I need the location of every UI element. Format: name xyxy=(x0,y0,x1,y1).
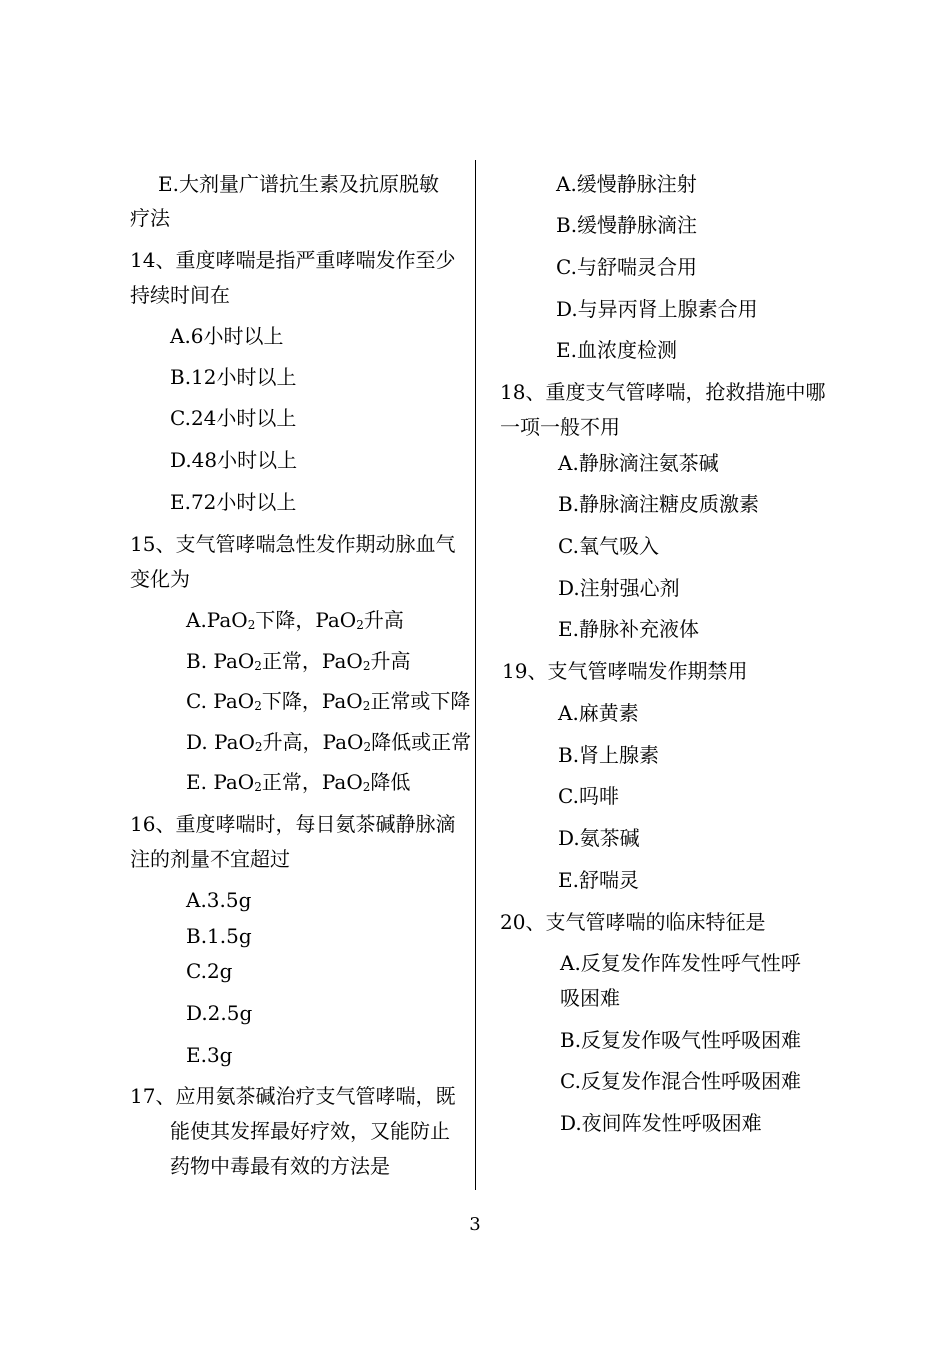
page-number: 3 xyxy=(469,1214,481,1235)
q17-option-d: D.与异丙肾上腺素合用 xyxy=(556,297,758,321)
q15-option-a: A.PaO$_2$下降，PaO$_2$升高 xyxy=(186,608,404,632)
q19-option-e: E.舒喘灵 xyxy=(558,868,639,892)
q13-option-e-line1: E.大剂量广谱抗生素及抗原脱敏 xyxy=(158,172,439,196)
column-divider xyxy=(475,160,476,1190)
q15-option-d: D. PaO$_2$升高，PaO$_2$降低或正常 xyxy=(186,730,472,754)
q19-option-d: D.氨茶碱 xyxy=(558,826,640,850)
q17-option-e: E.血浓度检测 xyxy=(556,338,677,362)
q16-option-e: E.3g xyxy=(186,1043,233,1067)
q14-option-c: C.24小时以上 xyxy=(170,406,297,430)
q20-option-d: D.夜间阵发性呼吸困难 xyxy=(560,1111,762,1135)
q20-option-c: C.反复发作混合性呼吸困难 xyxy=(560,1069,801,1093)
q20-option-a-line2: 吸困难 xyxy=(560,986,620,1010)
q15-stem-line2: 变化为 xyxy=(130,567,190,591)
q16-option-c: C.2g xyxy=(186,959,233,983)
q14-option-a: A.6小时以上 xyxy=(170,324,284,348)
q13-option-e-line2: 疗法 xyxy=(130,206,170,230)
q20-stem: 20、支气管哮喘的临床特征是 xyxy=(500,910,766,934)
q16-option-a: A.3.5g xyxy=(186,888,252,912)
q17-option-a: A.缓慢静脉注射 xyxy=(556,172,697,196)
q14-option-e: E.72小时以上 xyxy=(170,490,297,514)
q19-option-a: A.麻黄素 xyxy=(558,701,639,725)
q16-stem-line1: 16、重度哮喘时，每日氨茶碱静脉滴 xyxy=(130,812,456,836)
q17-stem-line2: 能使其发挥最好疗效，又能防止 xyxy=(170,1119,450,1143)
q16-option-d: D.2.5g xyxy=(186,1001,253,1025)
q14-stem-line2: 持续时间在 xyxy=(130,283,230,307)
q18-option-d: D.注射强心剂 xyxy=(558,576,680,600)
q14-option-d: D.48小时以上 xyxy=(170,448,298,472)
q18-option-a: A.静脉滴注氨茶碱 xyxy=(558,451,719,475)
q19-stem: 19、支气管哮喘发作期禁用 xyxy=(502,659,748,683)
q17-option-b: B.缓慢静脉滴注 xyxy=(556,213,698,237)
q15-stem-line1: 15、支气管哮喘急性发作期动脉血气 xyxy=(130,532,456,556)
q16-stem-line2: 注的剂量不宜超过 xyxy=(130,847,290,871)
q18-stem-line2: 一项一般不用 xyxy=(500,415,620,439)
q17-stem-line1: 17、应用氨茶碱治疗支气管哮喘，既 xyxy=(130,1084,456,1108)
q15-option-e: E. PaO$_2$正常，PaO$_2$降低 xyxy=(186,770,411,794)
q18-option-b: B.静脉滴注糖皮质激素 xyxy=(558,492,760,516)
q14-stem-line1: 14、重度哮喘是指严重哮喘发作至少 xyxy=(130,248,456,272)
q17-stem-line3: 药物中毒最有效的方法是 xyxy=(170,1154,390,1178)
q19-option-b: B.肾上腺素 xyxy=(558,743,660,767)
q19-option-c: C.吗啡 xyxy=(558,784,619,808)
q18-option-e: E.静脉补充液体 xyxy=(558,617,699,641)
q18-stem-line1: 18、重度支气管哮喘，抢救措施中哪 xyxy=(500,380,826,404)
q20-option-a-line1: A.反复发作阵发性呼气性呼 xyxy=(560,951,801,975)
q15-option-b: B. PaO$_2$正常，PaO$_2$升高 xyxy=(186,649,411,673)
q17-option-c: C.与舒喘灵合用 xyxy=(556,255,697,279)
q16-option-b: B.1.5g xyxy=(186,924,252,948)
q14-option-b: B.12小时以上 xyxy=(170,365,297,389)
q15-option-c: C. PaO$_2$下降，PaO$_2$正常或下降 xyxy=(186,689,471,713)
q20-option-b: B.反复发作吸气性呼吸困难 xyxy=(560,1028,802,1052)
q18-option-c: C.氧气吸入 xyxy=(558,534,659,558)
